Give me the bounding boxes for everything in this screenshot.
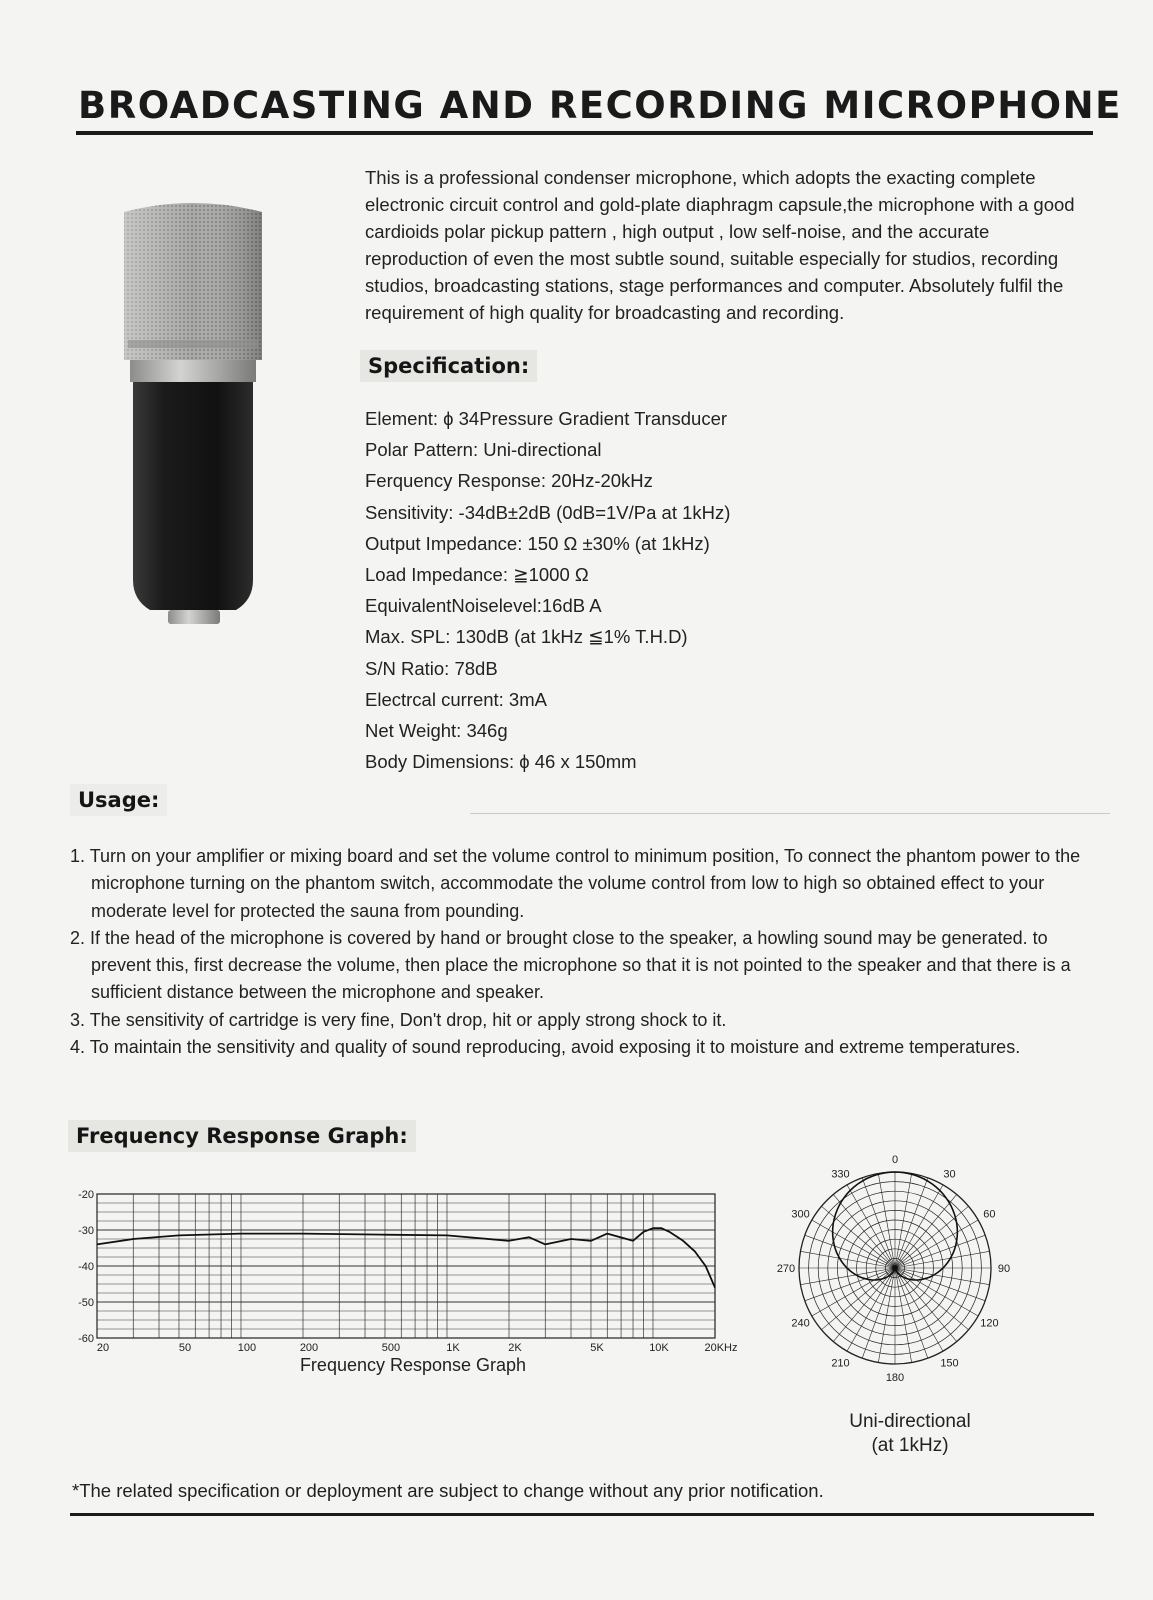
polar-angle-label: 210 [831, 1357, 850, 1370]
usage-item: 1. Turn on your amplifier or mixing board and set the volume control to minimum position, To connect the phantom power to the microphone turning on the phantom switch, accommodate the volume control from low to high so obtained effect to your moderate level for protected the sauna from pounding. [70, 846, 1081, 921]
polar-caption [820, 1410, 1000, 1458]
polar-angle-label: 180 [885, 1372, 905, 1384]
x-tick-label: 500 [381, 1342, 401, 1354]
y-tick-label: -30 [78, 1225, 94, 1237]
x-tick-label: 10K [649, 1342, 669, 1354]
specification-list [365, 403, 730, 777]
specification-heading: Specification: [360, 350, 537, 382]
polar-angle-label: 300 [791, 1208, 810, 1221]
usage-item: 4. To maintain the sensitivity and quality of sound reproducing, avoid exposing it to moisture and extreme temperatures. [70, 1037, 1021, 1058]
spec-item: Output Impedance: 150 Ω ±30% (at 1kHz) [365, 532, 710, 554]
x-tick-label: 50 [178, 1342, 192, 1354]
usage-item: 2. If the head of the microphone is covered by hand or brought close to the speaker, a howling sound may be generated. to prevent this, first decrease the volume, then place the microphone so that it is not pointed to the speaker and that there is a sufficient distance between the microphone and speaker. [70, 927, 1071, 1003]
polar-angle-label: 150 [940, 1357, 959, 1370]
x-tick-label: 100 [237, 1342, 257, 1354]
x-tick-label: 20 [96, 1342, 110, 1354]
microphone-image [118, 200, 268, 640]
polar-pattern-chart [775, 1154, 1015, 1410]
intro-paragraph: This is a professional condenser microphone, which adopts the exacting complete electronic circuit control and gold-plate diaphragm capsule,the microphone with a good cardioids polar pickup pattern , high output , low self-noise, and the accurate reproduction of even the most subtle sound, suitable especially for studios, recording studios, broadcasting stations, stage performances and computer. Absolutely fulfil the requirement of high quality for broadcasting and recording. [365, 167, 1075, 323]
polar-angle-label: 240 [791, 1317, 810, 1330]
spec-item: Electrcal current: 3mA [365, 688, 547, 710]
page-title: BROADCASTING AND RECORDING MICROPHONE [78, 84, 1122, 127]
polar-angle-label: 270 [776, 1263, 796, 1275]
title-underline [76, 131, 1093, 135]
frequency-response-chart [70, 1190, 760, 1400]
usage-heading: Usage: [70, 784, 167, 816]
spec-item: Load Impedance: ≧1000 Ω [365, 564, 589, 586]
frequency-graph-heading: Frequency Response Graph: [68, 1120, 416, 1152]
spec-item: Ferquency Response: 20Hz-20kHz [365, 470, 653, 492]
polar-angle-label: 0 [891, 1154, 899, 1166]
polar-angle-label: 90 [997, 1263, 1011, 1275]
usage-list [70, 843, 1110, 1061]
bottom-rule [70, 1513, 1094, 1516]
x-tick-label: 20KHz [704, 1342, 738, 1354]
spec-item: S/N Ratio: 78dB [365, 657, 498, 679]
spec-item: Net Weight: 346g [365, 720, 508, 742]
y-tick-label: -20 [78, 1189, 94, 1201]
polar-angle-label: 330 [831, 1168, 850, 1181]
spec-item: Polar Pattern: Uni-directional [365, 439, 602, 461]
y-tick-label: -60 [78, 1333, 94, 1345]
polar-caption-line2: (at 1kHz) [871, 1435, 949, 1456]
y-tick-label: -40 [78, 1261, 94, 1273]
spec-item: EquivalentNoiselevel:16dB A [365, 595, 602, 617]
footnote: *The related specification or deployment are subject to change without any prior notification. [72, 1480, 824, 1501]
polar-caption-line1: Uni-directional [849, 1411, 971, 1432]
x-tick-label: 2K [508, 1342, 522, 1354]
spec-item: Max. SPL: 130dB (at 1kHz ≦1% T.H.D) [365, 626, 688, 648]
x-axis-label: Frequency Response Graph [299, 1355, 527, 1375]
usage-item: 3. The sensitivity of cartridge is very fine, Don't drop, hit or apply strong shock to it. [70, 1009, 727, 1030]
x-tick-label: 5K [590, 1342, 604, 1354]
x-tick-label: 200 [299, 1342, 319, 1354]
response-curve [97, 1228, 715, 1287]
usage-divider [470, 813, 1110, 814]
spec-item: Body Dimensions: ϕ 46 x 150mm [365, 751, 637, 773]
spec-item: Sensitivity: -34dB±2dB (0dB=1V/Pa at 1kHz) [365, 501, 731, 523]
polar-angle-label: 30 [943, 1168, 956, 1181]
spec-item: Element: ϕ 34Pressure Gradient Transducer [365, 408, 728, 429]
polar-center [892, 1265, 898, 1271]
y-tick-label: -50 [78, 1297, 94, 1309]
polar-angle-label: 120 [980, 1317, 999, 1330]
x-tick-label: 1K [446, 1342, 460, 1354]
polar-angle-label: 60 [983, 1208, 996, 1221]
